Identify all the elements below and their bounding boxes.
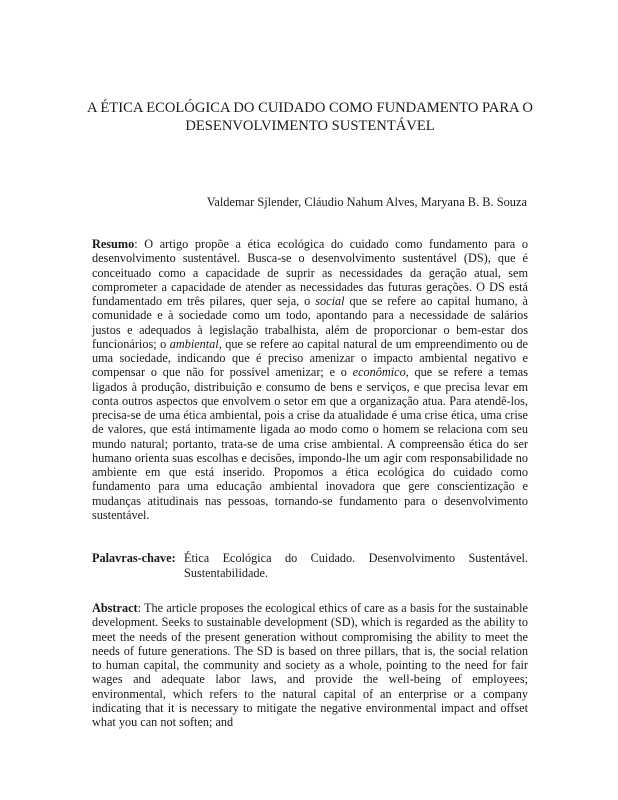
- title-line-2: DESENVOLVIMENTO SUSTENTÁVEL: [185, 118, 435, 134]
- author-list: Valdemar Sjlender, Cláudio Nahum Alves, Maryana B. B. Souza: [206, 195, 527, 209]
- resumo-text-4: , que se refere a temas ligados à produção, distribuição e consumo de bens e serviços, e que precisa levar em conta outros aspectos que envolvem o setor em que a organização atua. Para atendê-los, precisa-se de uma ética ambiental, pois a crise da atualidade é uma crise ética, uma crise de valores, que está intimamente ligada ao modo como o homem se relaciona com seu mundo natural; portanto, trata-se de uma crise ambiental. A compreensão ética do ser humano orienta suas escolhas e decisões, impondo-lhe um agir com responsabilidade no ambiente em que está inserido. Propomos a ética ecológica do cuidado como fundamento para uma educação ambiental inovadora que gere conscientização e mudanças atitudinais nas pessoas, tornando-se fundamento para o desenvolvimento sustentável.: [92, 365, 528, 522]
- resumo-text-1: : O artigo propõe a ética ecológica do cuidado como fundamento para o desenvolvimento sustentável. Busca-se o desenvolvimento sustentável (DS), que é conceituado como a capacidade de suprir as necessidades da geração atual, sem comprometer a capacidade de atender as necessidades das futuras gerações. O DS está fundamentado em três pilares, quer seja, o: [92, 237, 528, 308]
- resumo-em-social: social: [315, 294, 345, 308]
- title-line-1: A ÉTICA ECOLÓGICA DO CUIDADO COMO FUNDAMENTO PARA O: [87, 100, 533, 116]
- resumo-label: Resumo: [92, 237, 135, 251]
- keywords-label: Palavras-chave:: [92, 551, 176, 565]
- paper-title: [60, 99, 560, 135]
- resumo-paragraph: [92, 237, 528, 522]
- abstract-text: : The article proposes the ecological ethics of care as a basis for the sustainable development. Seeks to sustainable development (SD), which is regarded as the ability to meet the needs of the present generation without compromising the ability to meet the needs of future generations. The SD is based on three pillars, that is, the social relation to human capital, the community and society as a whole, pointing to the need for fair wages and adequate labor laws, and provide the well-being of employees; environmental, which refers to the natural capital of an enterprise or a company indicating that it is necessary to mitigate the negative environmental impact and offset what you can not soften; and: [92, 601, 528, 729]
- abstract-paragraph: [92, 601, 528, 729]
- abstract-section: [92, 601, 528, 729]
- abstract-label: Abstract: [92, 601, 138, 615]
- resumo-em-economico: econômico: [352, 365, 406, 380]
- keywords-text: Ética Ecológica do Cuidado. Desenvolvimento Sustentável. Sustentabilidade.: [184, 551, 528, 580]
- resumo-text-3: que se refere ao capital natural de um empreendimento ou de uma sociedade, indicando que é preciso amenizar o impacto ambiental negativo e compensar o que não for possível amenizar; e o: [92, 336, 528, 380]
- resumo-section: [92, 237, 528, 522]
- resumo-text-2: que se refere ao capital humano, à comunidade e à sociedade como um todo, apontando para a necessidade de salários justos e adequados à legislação trabalhista, além de proporcionar o bem-estar dos funcionários; o: [92, 294, 528, 351]
- resumo-em-ambiental: ambiental,: [169, 336, 222, 351]
